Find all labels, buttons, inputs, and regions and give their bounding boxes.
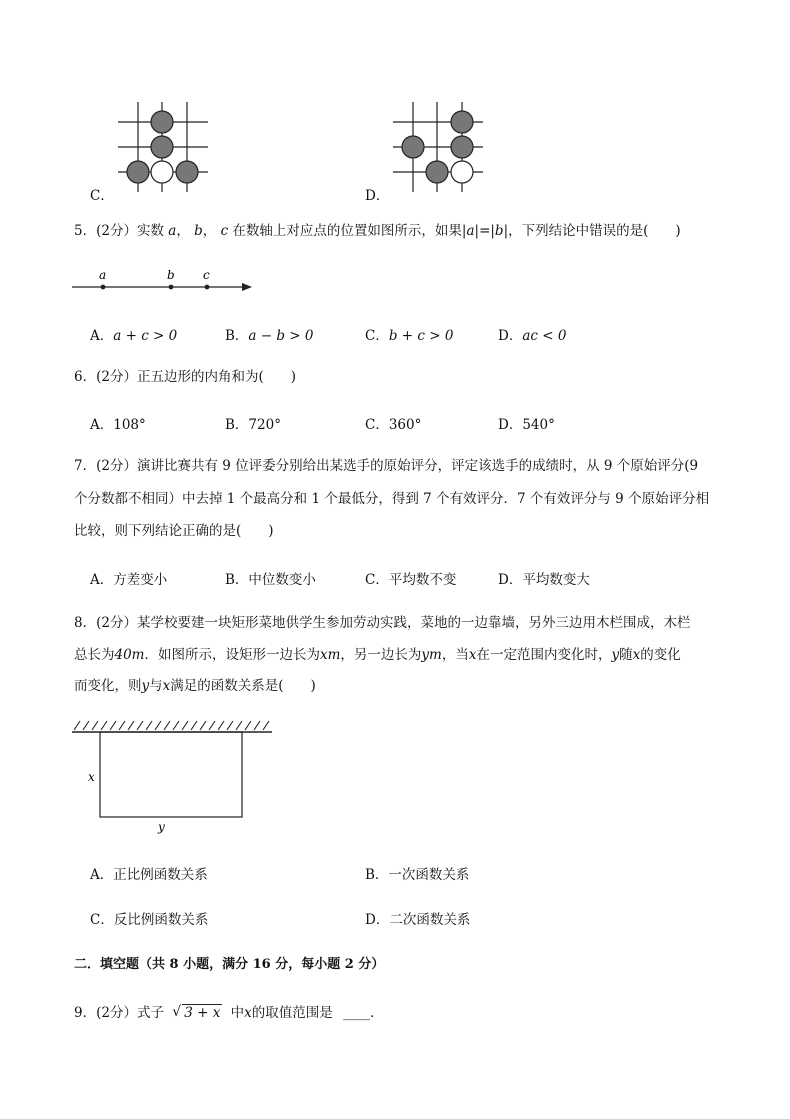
answer-blank[interactable]: ____ <box>343 1005 371 1021</box>
question-8-line-2: 总长为40m．如图所示，设矩形一边长为xm，另一边长为ym，当x在一定范围内变化时，y随x的变化 <box>74 647 681 663</box>
fig-label-y: y <box>158 820 165 834</box>
q7-option-a[interactable]: A．方差变小 <box>90 572 168 588</box>
question-7-line-1: 7．(2分）演讲比赛共有 9 位评委分别给出某选手的原始评分，评定该选手的成绩时，从 9 个原始评分(9 <box>74 458 699 474</box>
option-c-label: C． <box>90 188 114 204</box>
q6-option-c[interactable]: C．360° <box>365 417 422 433</box>
q8-option-c[interactable]: C．反比例函数关系 <box>90 912 209 928</box>
question-6-text: 6．(2分）正五边形的内角和为( ) <box>74 369 296 385</box>
question-5-text: 5．(2分）实数 a， b， c 在数轴上对应点的位置如图所示，如果|a|=|b|，下列结论中错误的是( ) <box>74 223 681 239</box>
axis-label-a: a <box>99 268 107 282</box>
q6-option-b[interactable]: B．720° <box>225 417 281 433</box>
black-stone <box>151 111 173 133</box>
number-line <box>72 268 272 298</box>
q5-option-d[interactable]: D．ac < 0 <box>498 328 567 344</box>
go-figure-d <box>383 100 503 195</box>
sqrt-expression: √ 3 + x <box>172 1004 221 1021</box>
go-figure-c <box>108 100 228 195</box>
q8-option-a[interactable]: A．正比例函数关系 <box>90 867 208 883</box>
q5-option-b[interactable]: B．a − b > 0 <box>225 328 314 344</box>
q7-option-b[interactable]: B．中位数变小 <box>225 572 316 588</box>
white-stone <box>451 161 473 183</box>
section-2-heading: 二．填空题（共 8 小题，满分 16 分，每小题 2 分） <box>74 957 385 972</box>
axis-label-b: b <box>167 268 175 282</box>
white-stone <box>151 161 173 183</box>
question-9-text: 9．(2分）式子 √ 3 + x 中x的取值范围是 ____． <box>74 1004 384 1021</box>
black-stone <box>426 161 448 183</box>
fig-label-x: x <box>88 770 95 784</box>
q8-option-b[interactable]: B．一次函数关系 <box>365 867 470 883</box>
black-stone <box>451 136 473 158</box>
option-d-label: D． <box>365 188 390 204</box>
question-7-line-2: 个分数都不相同）中去掉 1 个最高分和 1 个最低分，得到 7 个有效评分．7 个有效评分与 9 个原始评分相 <box>74 491 710 507</box>
q5-option-a[interactable]: A．a + c > 0 <box>90 328 178 344</box>
q6-option-a[interactable]: A．108° <box>90 417 146 433</box>
q8-option-d[interactable]: D．二次函数关系 <box>365 912 471 928</box>
question-7-line-3: 比较，则下列结论正确的是( ) <box>74 523 274 539</box>
q7-option-c[interactable]: C．平均数不变 <box>365 572 457 588</box>
q7-option-d[interactable]: D．平均数变大 <box>498 572 590 588</box>
black-stone <box>402 136 424 158</box>
rectangle-garden-figure <box>70 718 280 833</box>
question-8-line-3: 而变化，则y与x满足的函数关系是( ) <box>74 678 316 694</box>
question-8-line-1: 8．(2分）某学校要建一块矩形菜地供学生参加劳动实践，菜地的一边靠墙，另外三边用木栏围成，木栏 <box>74 615 691 631</box>
q5-option-c[interactable]: C．b + c > 0 <box>365 328 454 344</box>
axis-label-c: c <box>203 268 210 282</box>
q6-option-d[interactable]: D．540° <box>498 417 555 433</box>
black-stone <box>127 161 149 183</box>
black-stone <box>176 161 198 183</box>
black-stone <box>151 136 173 158</box>
black-stone <box>451 111 473 133</box>
